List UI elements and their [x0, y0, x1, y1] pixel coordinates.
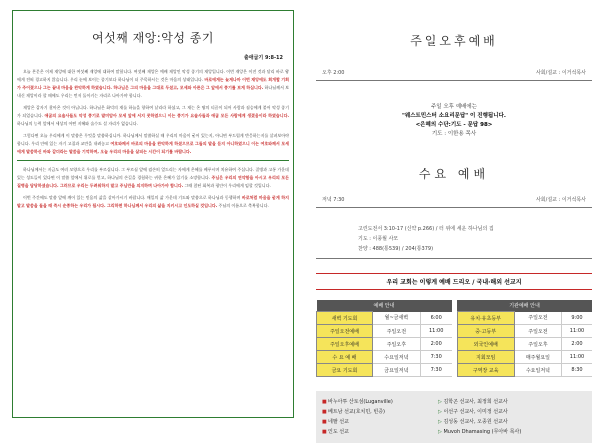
divider — [316, 80, 592, 81]
sermon-paragraph — [17, 132, 289, 156]
notice-line: <은혜의 수단:기도 - 문답 98> — [415, 122, 493, 128]
sermon-emphasis: 바로처럼 마음을 굳게 하지 말고 말씀을 들을 때 즉시 순종하는 우리가 됩시다. 그리하면 하나님께서 우리의 삶을 지키시고 인도하실 것입니다. — [17, 195, 289, 208]
service-name: 금요 기도회 — [317, 364, 373, 377]
worship-schedule-table — [316, 300, 452, 377]
table-row — [317, 364, 452, 377]
sermon-text: 그때 참된 회복과 평안이 우리에게 임할 것입니다. — [183, 183, 271, 188]
sermon-emphasis: 애굽의 요술사들도 악성 종기로 말미암아 모세 앞에 서지 못하였으니 이는 종기가 요술사들과 애굽 모든 사람에게 생겼음이라 하였습니다. — [44, 113, 290, 118]
list-item — [322, 407, 586, 417]
mission-workers-text: 김학곤 선교사, 최정희 선교사 — [443, 399, 508, 405]
worship-table-header: 예배 안내 — [317, 300, 452, 312]
service-day: 수요일저녁 — [372, 351, 420, 364]
meeting-day: 수요일저녁 — [514, 364, 561, 377]
meeting-table-header: 기관예배 안내 — [457, 300, 592, 312]
list-item — [322, 417, 586, 427]
meeting-time: 11:00 — [561, 325, 592, 338]
mission-workers-text: 김성동 선교사, 오종원 선교사 — [443, 419, 508, 425]
service-time: 7:30 — [420, 351, 451, 364]
service-day: 주일오후 — [372, 338, 420, 351]
afternoon-service-leader: 사회/설교 : 이거석목사 — [535, 70, 586, 76]
sermon-paragraph — [17, 68, 289, 100]
meeting-day: 주일오후 — [514, 338, 561, 351]
sermon-body — [17, 68, 289, 210]
sermon-reference: 출애굽기 9:8-12 — [243, 55, 283, 61]
table-row — [317, 325, 452, 338]
notice-line: 기도 : 이한용 목사 — [431, 131, 477, 137]
notice-line: "웨스트민스터 소요리문답" 이 진행됩니다. — [402, 113, 506, 119]
meeting-time: 8:30 — [561, 364, 592, 377]
table-row — [457, 351, 592, 364]
mission-area: 베트남 선교(호치민, 빈증) — [328, 409, 385, 415]
mission-workers-text: Muvoh Dhamasing (무아바 목사) — [443, 429, 522, 435]
list-item — [322, 427, 586, 437]
mission-workers-text: 이선구 선교사, 이미정 선교사 — [443, 409, 508, 415]
afternoon-service-notice — [316, 103, 592, 139]
service-name: 수 요 예 배 — [317, 351, 373, 364]
sermon-paragraph — [17, 166, 289, 190]
table-row — [317, 351, 452, 364]
order-line — [316, 224, 592, 234]
divider — [316, 207, 592, 208]
arrow-icon: ▷ — [438, 409, 444, 415]
afternoon-service-time: 오후 2:00 — [322, 70, 345, 76]
sermon-emphasis: 주님은 우리의 연약함을 아시고 우리의 모든 질병을 담당하셨습니다. 그러므로 우리는 두려워하지 말고 주님만을 의지하며 나아가야 합니다. — [17, 175, 289, 188]
sermon-emphasis: 바로에게는 늦게나마 이번 재앙에도 회개할 기회가 주어졌으나 그는 끝내 마음을 완악하게 하였습니다. 하나님은 그의 마음을 그대로 두셨고, 모세와 아론은 그 앞에서 종기를 보게 하십니다. — [17, 77, 289, 90]
mission-workers — [438, 397, 508, 407]
service-name: 주일오후예배 — [317, 338, 373, 351]
sermon-text: 하나님께서 보내신 재앙이라 할 때에도 우리는 먼저 돌이키는 자리로 나아가야 합니다. — [17, 85, 289, 98]
sermon-text: 하나님의 능력 앞에서 세상의 어떤 지혜와 술수도 설 자리가 없습니다. — [17, 121, 138, 126]
wednesday-service-info — [316, 196, 592, 203]
meeting-schedule-table — [457, 300, 593, 377]
sermon-emphasis: 여호와께서 바로의 마음을 완악하게 하셨으므로 그들의 말을 듣지 아니하였으니 이는 여호와께서 모세에게 말씀하신 바와 같더라는 말씀을 기억하며, 오늘 우리의 마음을 살피는 시간이 되기를 바랍니다. — [17, 141, 289, 154]
meeting-name: 지회모임 — [457, 351, 514, 364]
table-row — [317, 338, 452, 351]
sermon-paragraph — [17, 104, 289, 128]
wednesday-service-time: 저녁 7:30 — [322, 197, 345, 203]
meeting-day: 매주월요일 — [514, 351, 561, 364]
afternoon-service-info — [316, 69, 592, 76]
service-name: 주일오전예배 — [317, 325, 373, 338]
service-day: 월~금새벽 — [372, 312, 420, 325]
mission-workers — [438, 407, 508, 417]
service-time: 6:00 — [420, 312, 451, 325]
table-row — [457, 338, 592, 351]
arrow-icon: ▷ — [438, 399, 444, 405]
meeting-day: 주일오전 — [514, 312, 561, 325]
table-row — [457, 312, 592, 325]
bullet-icon: ■ — [322, 429, 327, 435]
mission-workers — [438, 427, 521, 437]
order-text: 기도 : 이풍월 사모 — [358, 236, 399, 242]
meeting-time: 9:00 — [561, 312, 592, 325]
schedule-tables — [316, 300, 592, 377]
notice-line: 주일 오후 예배에는 — [430, 104, 477, 110]
bulletin-page — [316, 10, 592, 435]
table-row — [457, 325, 592, 338]
schedule-banner: 우리 교회는 이렇게 예배 드리오 / 국내·해외 선교지 — [316, 273, 592, 290]
arrow-icon: ▷ — [438, 419, 444, 425]
paragraph-divider — [17, 160, 289, 161]
service-time: 11:00 — [420, 325, 451, 338]
sermon-paragraph — [17, 194, 289, 210]
divider — [316, 258, 592, 259]
meeting-name: 중·고등부 — [457, 325, 514, 338]
sermon-text: 주님의 이름으로 축복합니다. — [217, 203, 269, 208]
table-row — [457, 364, 592, 377]
wednesday-service-order — [316, 224, 592, 254]
sermon-text: 이번 주간에도 말씀 앞에 깨어 있는 믿음의 삶을 살아가시기 바랍니다. 매일의 삶 가운데 기도와 말씀으로 하나님과 동행하며 — [23, 195, 242, 200]
meeting-name: 유치·유초등부 — [457, 312, 514, 325]
mission-area: 바누아투 산토섬(Luganville) — [328, 399, 393, 405]
mission-area: 네팔 선교 — [328, 419, 349, 425]
mission-list — [316, 391, 592, 443]
bullet-icon: ■ — [322, 409, 327, 415]
sermon-text: 오늘 본문은 이제 재앙에 대한 여섯째 재앙에 대하여 말합니다. 여섯째 재앙은 예배 재앙인 악성 종기의 재앙입니다. 이번 재앙은 이전 것과 달리 바로 왕에게 전혀 경고하지 않습니다. 우리 눈에 보이는 종기보다 하나님이 더 주목하시는 것은 마음의 상태입니다. — [17, 69, 289, 82]
service-time: 7:30 — [420, 364, 451, 377]
meeting-time: 11:00 — [561, 351, 592, 364]
meeting-day: 주일오전 — [514, 325, 561, 338]
service-day: 금요일저녁 — [372, 364, 420, 377]
wednesday-service-title: 수요 예배 — [418, 167, 490, 181]
sermon-title: 여섯째 재앙:악성 종기 — [91, 31, 214, 45]
list-item — [322, 397, 586, 407]
mission-area: 인도 선교 — [328, 429, 349, 435]
afternoon-service-title: 주일오후예배 — [410, 34, 498, 48]
sermon-text: 하나님께서는 지금도 여러 모양으로 우리를 부르십니다. 그 부르심 앞에 겸손히 엎드리는 자에게 은혜를 베푸시며 치유하여 주십니다. 질병과 고통 가운데 있는 성도들이 있다면 이 말씀 앞에서 위로를 얻고, 하나님의 손길을 경험하는 귀한 은혜가 있기를 소망합니다. — [17, 167, 289, 180]
service-day: 주일오전 — [372, 325, 420, 338]
service-name: 새벽 기도회 — [317, 312, 373, 325]
order-line — [316, 234, 592, 244]
wednesday-service-leader: 사회/설교 : 이거석목사 — [535, 197, 586, 203]
bullet-icon: ■ — [322, 419, 327, 425]
meeting-name: 외국인예배 — [457, 338, 514, 351]
sermon-text: 그렇다면 오늘 우리에게 이 말씀은 무엇을 말씀하십니까. 하나님께서 말씀하실 때 우리의 마음이 굳어 있는지, 아니면 부드럽게 반응하는지를 살펴보아야 합니다. 우리 안에 있는 자기 고집과 교만을 내려놓고 — [17, 133, 289, 146]
service-time: 2:00 — [420, 338, 451, 351]
mission-workers — [438, 417, 508, 427]
arrow-icon: ▷ — [438, 429, 444, 435]
sermon-page — [12, 10, 294, 418]
meeting-time: 2:00 — [561, 338, 592, 351]
order-line — [316, 244, 592, 254]
sermon-text: 재앙은 갑자기 찾아온 것이 아닙니다. 하나님은 화덕의 재를 하늘을 향하여 날리라 하셨고, 그 재는 온 땅의 티끌이 되어 사람과 짐승에게 붙어 악성 종기가 되었습니다. — [17, 105, 289, 118]
order-text: 고린도전서 3:10-17 (신약 p.266) / 터 위에 세운 하나님의 집 — [358, 226, 494, 232]
table-row — [317, 312, 452, 325]
meeting-name: 구역장 교육 — [457, 364, 514, 377]
order-text: 찬양 : 488(통539) / 204(통379) — [358, 246, 434, 252]
bullet-icon: ■ — [322, 399, 327, 405]
